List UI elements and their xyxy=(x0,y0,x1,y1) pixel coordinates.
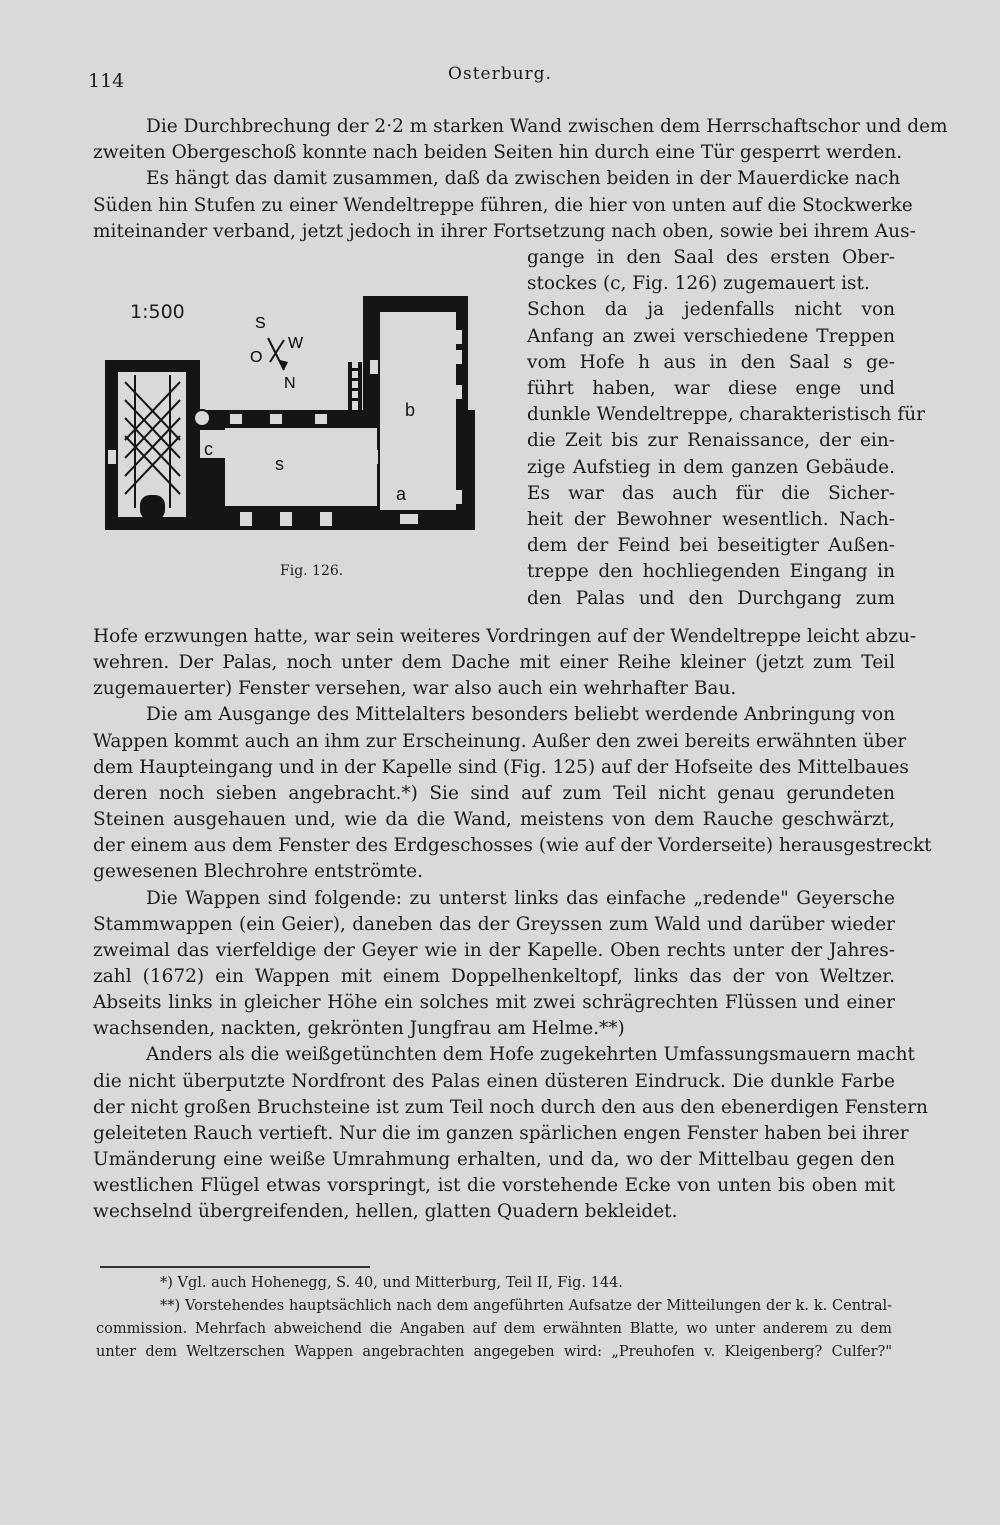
text-line: dem der Feind bei beseitigter Außen- xyxy=(527,535,895,557)
text-line: Es hängt das damit zusammen, daß da zwischen beiden in der Mauerdicke nach xyxy=(146,168,901,190)
text-line: Anfang an zwei verschiedene Treppen xyxy=(527,325,895,347)
text-line: führt haben, war diese enge und xyxy=(527,378,895,399)
text-line: zugemauerter) Fenster versehen, war also auch ein wehrhafter Bau. xyxy=(93,678,737,700)
room-label-s: s xyxy=(275,454,284,474)
text-line: dem Haupteingang und in der Kapelle sind (Fig. 125) auf der Hofseite des Mittelbaues xyxy=(93,756,909,778)
text-line: deren noch sieben angebracht.*) Sie sind auf zum Teil nicht genau gerundeten xyxy=(93,782,895,804)
room-label-b: b xyxy=(405,400,416,420)
text-line: den Palas und den Durchgang zum xyxy=(527,587,895,609)
text-line: Anders als die weißgetünchten dem Hofe zugekehrten Umfassungsmauern macht xyxy=(146,1044,915,1066)
text-line: die nicht überputzte Nordfront des Palas einen düsteren Eindruck. Die dunkle Farbe xyxy=(93,1070,895,1092)
floor-plan-spiral-stair xyxy=(194,410,210,426)
text-line: Wappen kommt auch an ihm zur Erscheinung. Außer den zwei bereits erwähnten über xyxy=(93,730,907,752)
compass-w-label: W xyxy=(288,335,304,352)
compass-n-label: N xyxy=(284,375,296,392)
text-line: Die Durchbrechung der 2·2 m starken Wand zwischen dem Herrschaftschor und dem xyxy=(146,116,948,137)
text-line: Die am Ausgange des Mittelalters besonders beliebt werdende Anbringung von xyxy=(146,704,895,726)
footnote-line: *) Vgl. auch Hohenegg, S. 40, und Mitterburg, Teil II, Fig. 144. xyxy=(160,1275,623,1291)
text-line: zweiten Obergeschoß konnte nach beiden Seiten hin durch eine Tür gesperrt werden. xyxy=(93,142,903,164)
text-line: vom Hofe h aus in den Saal s ge- xyxy=(527,351,895,373)
text-line: westlichen Flügel etwas vorspringt, ist die vorstehende Ecke von unten bis oben mit xyxy=(93,1175,895,1197)
text-line: stockes (c, Fig. 126) zugemauert ist. xyxy=(527,273,870,295)
text-line: Hofe erzwungen hatte, war sein weiteres Vordringen auf der Wendeltreppe leicht abzu- xyxy=(93,626,917,647)
text-line: treppe den hochliegenden Eingang in xyxy=(527,561,895,583)
text-line: zige Aufstieg in dem ganzen Gebäude. xyxy=(527,456,895,478)
text-line: die Zeit bis zur Renaissance, der ein- xyxy=(527,430,895,452)
text-line: Stammwappen (ein Geier), daneben das der Greyssen zum Wald und darüber wieder xyxy=(93,913,895,935)
text-line: gewesenen Blechrohre entströmte. xyxy=(93,861,423,883)
text-line: Die Wappen sind folgende: zu unterst links das einfache „redende" Geyersche xyxy=(146,887,895,909)
text-line: zweimal das vierfeldige der Geyer wie in der Kapelle. Oben rechts unter der Jahres- xyxy=(93,939,895,961)
text-line: Süden hin Stufen zu einer Wendeltreppe führen, die hier von unten auf die Stockwerke xyxy=(93,194,913,216)
floor-plan-ladder xyxy=(348,362,362,412)
floor-plan-figure xyxy=(100,290,480,585)
text-line: Schon da ja jedenfalls nicht von xyxy=(527,299,895,321)
text-line: wachsenden, nackten, gekrönten Jungfrau am Helme.**) xyxy=(93,1018,625,1040)
floor-plan-west-niche xyxy=(140,495,165,520)
text-line: wehren. Der Palas, noch unter dem Dache mit einer Reihe kleiner (jetzt zum Teil xyxy=(93,652,895,674)
page-number: 114 xyxy=(88,70,125,92)
text-line: wechselnd übergreifenden, hellen, glatten Quadern bekleidet. xyxy=(93,1201,678,1223)
text-line: Es war das auch für die Sicher- xyxy=(527,482,895,504)
text-line: gange in den Saal des ersten Ober- xyxy=(527,247,895,268)
running-head: Osterburg. xyxy=(448,64,552,84)
footnote-line: commission. Mehrfach abweichend die Angaben auf dem erwähnten Blatte, wo unter anderem zu dem xyxy=(96,1321,892,1337)
floor-plan-compass xyxy=(250,315,304,392)
text-line: geleiteten Rauch vertieft. Nur die im ganzen spärlichen engen Fenster haben bei ihrer xyxy=(93,1122,909,1144)
figure-scale: 1:500 xyxy=(130,301,185,323)
text-line: Umänderung eine weiße Umrahmung erhalten, und da, wo der Mittelbau gegen den xyxy=(93,1149,895,1170)
text-line: Abseits links in gleicher Höhe ein solches mit zwei schrägrechten Flüssen und einer xyxy=(93,992,895,1014)
figure-caption: Fig. 126. xyxy=(280,563,344,579)
footnote-line: unter dem Weltzerschen Wappen angebrachten angegeben wird: „Preuhofen v. Kleigenberg? Culfer?" xyxy=(96,1344,892,1360)
text-line: der nicht großen Bruchsteine ist zum Teil noch durch den aus den ebenerdigen Fenstern xyxy=(93,1096,928,1118)
text-line: miteinander verband, jetzt jedoch in ihrer Fortsetzung nach oben, sowie bei ihrem Aus- xyxy=(93,220,916,242)
text-line: heit der Bewohner wesentlich. Nach- xyxy=(527,509,895,530)
compass-o-label: O xyxy=(250,349,263,366)
compass-s-label: S xyxy=(255,315,266,332)
footnote-rule xyxy=(100,1266,370,1268)
text-line: zahl (1672) ein Wappen mit einem Doppelhenkeltopf, links das der von Weltzer. xyxy=(93,965,895,987)
text-line: dunkle Wendeltreppe, charakteristisch für xyxy=(527,404,925,426)
footnote-line: **) Vorstehendes hauptsächlich nach dem angeführten Aufsatze der Mitteilungen der k. k. Central- xyxy=(160,1298,892,1314)
text-line: der einem aus dem Fenster des Erdgeschosses (wie auf der Vorderseite) herausgestreckt xyxy=(93,835,932,857)
room-label-c: c xyxy=(204,439,213,459)
text-line: Steinen ausgehauen und, wie da die Wand, meistens von dem Rauche geschwärzt, xyxy=(93,809,895,831)
room-label-a: a xyxy=(396,484,407,504)
